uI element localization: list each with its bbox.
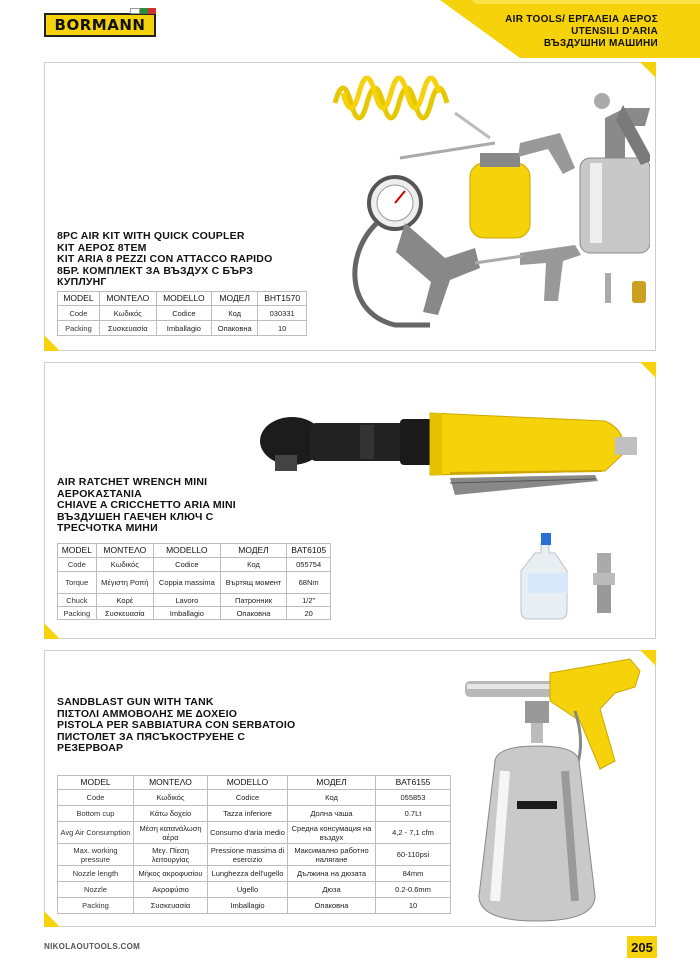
- cell: Code: [58, 558, 97, 572]
- table-row: [58, 844, 451, 866]
- cell: Код: [288, 790, 376, 806]
- cell: Дюза: [288, 882, 376, 898]
- product-panel-ratchet-wrench: [44, 362, 656, 639]
- title-line: KIT ΑΕΡΟΣ 8ΤΕΜ: [57, 241, 147, 254]
- cell: 4,2 - 7,1 cfm: [376, 822, 451, 844]
- cell: 84mm: [376, 866, 451, 882]
- header-cell: ΜΟΝΤΕΛΟ: [99, 292, 156, 306]
- cell: Опаковна: [288, 898, 376, 914]
- cell: Κορέ: [96, 594, 153, 607]
- cell: Codice: [156, 306, 211, 321]
- title-line: CHIAVE A CRICCHETTO ARIA MINI: [57, 499, 236, 511]
- flag-icon: [130, 8, 156, 14]
- cell: Code: [58, 306, 100, 321]
- cell: Tazza inferiore: [208, 806, 288, 822]
- sandblast-gun-image: [425, 651, 655, 926]
- table-row: [58, 822, 451, 844]
- title-line: ПИСТОЛЕТ ЗА ПЯСЪКОСТРУЕНЕ С: [57, 730, 246, 743]
- ratchet-wrench-image: [250, 383, 650, 623]
- cell: 055754: [287, 558, 331, 572]
- corner-decoration: [640, 362, 656, 378]
- product-title: [57, 477, 236, 535]
- cell: 0.2-0.6mm: [376, 882, 451, 898]
- table-row: [58, 898, 451, 914]
- cell: Μέση κατανάλωση αέρα: [134, 822, 208, 844]
- cell: Imballagio: [156, 321, 211, 336]
- table-row: [58, 882, 451, 898]
- cell: Avg Air Consumption: [58, 822, 134, 844]
- header-cell: МОДЕЛ: [212, 292, 258, 306]
- cell: 0.7Lt: [376, 806, 451, 822]
- title-line: ТРЕСЧОТКА МИНИ: [57, 522, 158, 534]
- title-line: KIT ARIA 8 PEZZI CON ATTACCO RAPIDO: [57, 253, 273, 265]
- category-line: AIR TOOLS/ ΕΡΓΑΛΕΙΑ ΑΕΡΟΣ: [505, 14, 658, 25]
- header-cell: MODEL: [58, 776, 134, 790]
- cell: Κωδικός: [99, 306, 156, 321]
- table-row: [58, 321, 307, 336]
- title-line: РЕЗЕРВОАР: [57, 742, 124, 754]
- header-cell: MODELLO: [156, 292, 211, 306]
- spec-table: [57, 291, 307, 336]
- header-cell: BHT1570: [258, 292, 307, 306]
- cell: Chuck: [58, 594, 97, 607]
- table-row: [58, 866, 451, 882]
- table-row: [58, 790, 451, 806]
- cell: Coppia massima: [153, 572, 220, 594]
- brand-logo: [44, 13, 156, 37]
- cell: Патронник: [220, 594, 287, 607]
- cell: Consumo d'aria medio: [208, 822, 288, 844]
- cell: Максимално работно налягане: [288, 844, 376, 866]
- header-cell: МОДЕЛ: [288, 776, 376, 790]
- cell: Codice: [208, 790, 288, 806]
- cell: 030331: [258, 306, 307, 321]
- footer-website: NIKOLAOUTOOLS.COM: [44, 942, 141, 951]
- cell: Code: [58, 790, 134, 806]
- cell: Дължина на дюзата: [288, 866, 376, 882]
- spec-table: [57, 775, 451, 914]
- table-header-row: [58, 292, 307, 306]
- header-cell: ΜΟΝΤΕΛΟ: [96, 544, 153, 558]
- cell: 1/2": [287, 594, 331, 607]
- product-title: [57, 231, 272, 289]
- cell: Ακροφύσιο: [134, 882, 208, 898]
- title-line: КУПЛУНГ: [57, 276, 107, 288]
- cell: Bottom cup: [58, 806, 134, 822]
- cell: Μεγ. Πίεση λειτουργίας: [134, 844, 208, 866]
- cell: Codice: [153, 558, 220, 572]
- cell: Въртящ момент: [220, 572, 287, 594]
- cell: Packing: [58, 321, 100, 336]
- title-line: SANDBLAST GUN WITH TANK: [57, 696, 214, 708]
- title-line: ΑΕΡΟΚΑΣΤΑΝΙΑ: [57, 487, 142, 500]
- cell: Средна консумация на въздух: [288, 822, 376, 844]
- cell: Συσκευασία: [134, 898, 208, 914]
- header-cell: MODEL: [58, 544, 97, 558]
- cell: Код: [212, 306, 258, 321]
- cell: 68Nm: [287, 572, 331, 594]
- page-number: [627, 936, 657, 958]
- product-panel-air-kit: [44, 62, 656, 351]
- header-cell: BAT6155: [376, 776, 451, 790]
- header-cell: МОДЕЛ: [220, 544, 287, 558]
- header-cell: MODELLO: [153, 544, 220, 558]
- category-line: ВЪЗДУШНИ МАШИНИ: [543, 38, 658, 49]
- title-line: AIR RATCHET WRENCH MINI: [57, 476, 208, 488]
- cell: Lunghezza dell'ugello: [208, 866, 288, 882]
- header-cell: MODEL: [58, 292, 100, 306]
- title-line: 8PC AIR KIT WITH QUICK COUPLER: [57, 230, 245, 242]
- cell: Код: [220, 558, 287, 572]
- title-line: ВЪЗДУШЕН ГАЕЧЕН КЛЮЧ С: [57, 510, 214, 523]
- cell: Κάτω δοχείο: [134, 806, 208, 822]
- air-kit-image: [305, 63, 650, 348]
- cell: Μήκος ακροφυσίου: [134, 866, 208, 882]
- title-line: ΠΙΣΤΟΛΙ ΑΜΜΟΒΟΛΗΣ ΜΕ ΔΟΧΕΙΟ: [57, 707, 238, 720]
- brand-name: BORMANN: [54, 16, 146, 34]
- cell: Ugello: [208, 882, 288, 898]
- product-panel-sandblast-gun: [44, 650, 656, 927]
- header-cell: BAT6105: [287, 544, 331, 558]
- corner-decoration: [44, 623, 60, 639]
- product-title: [57, 697, 295, 755]
- cell: Packing: [58, 607, 97, 620]
- cell: Συσκευασία: [99, 321, 156, 336]
- cell: Lavoro: [153, 594, 220, 607]
- cell: Συσκευασία: [96, 607, 153, 620]
- table-row: [58, 306, 307, 321]
- category-heading: [505, 14, 658, 50]
- cell: Κωδικός: [96, 558, 153, 572]
- title-line: PISTOLA PER SABBIATURA CON SERBATOIO: [57, 719, 296, 731]
- cell: 10: [258, 321, 307, 336]
- page-header: [0, 0, 700, 58]
- title-line: 8БР. КОМПЛЕКТ ЗА ВЪЗДУХ С БЪРЗ: [57, 264, 254, 277]
- cell: Опаковна: [212, 321, 258, 336]
- table-row: [58, 806, 451, 822]
- cell: Packing: [58, 898, 134, 914]
- cell: 20: [287, 607, 331, 620]
- page-number-text: 205: [631, 939, 653, 955]
- cell: Опаковна: [220, 607, 287, 620]
- category-line: UTENSILI D'ARIA: [571, 26, 658, 37]
- cell: Долна чаша: [288, 806, 376, 822]
- cell: Μέγιστη Ροπή: [96, 572, 153, 594]
- cell: Pressione massima di esercizio: [208, 844, 288, 866]
- cell: Nozzle: [58, 882, 134, 898]
- cell: Max. working pressure: [58, 844, 134, 866]
- cell: Κωδικός: [134, 790, 208, 806]
- cell: 055853: [376, 790, 451, 806]
- corner-decoration: [44, 335, 60, 351]
- cell: Imballagio: [208, 898, 288, 914]
- cell: 10: [376, 898, 451, 914]
- table-header-row: [58, 776, 451, 790]
- cell: Torque: [58, 572, 97, 594]
- cell: Imballagio: [153, 607, 220, 620]
- header-cell: ΜΟΝΤΕΛΟ: [134, 776, 208, 790]
- cell: 60-110psi: [376, 844, 451, 866]
- header-cell: MODELLO: [208, 776, 288, 790]
- cell: Nozzle length: [58, 866, 134, 882]
